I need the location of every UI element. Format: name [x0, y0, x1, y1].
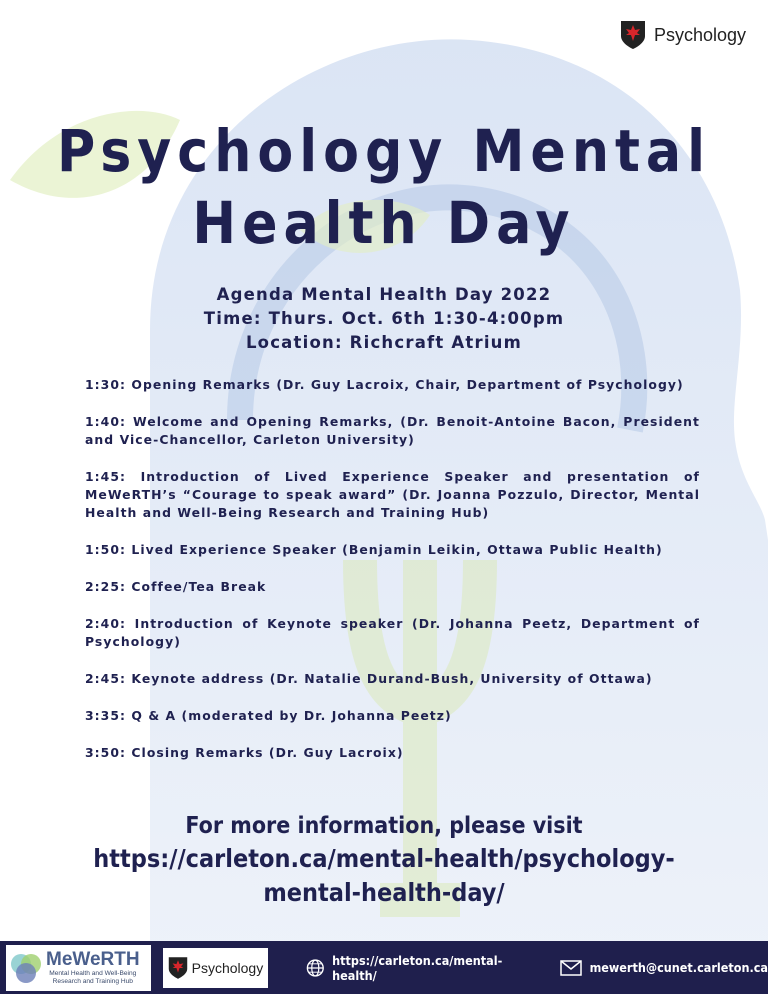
event-time: Time: Thurs. Oct. 6th 1:30-4:00pm [203, 309, 565, 328]
footer-logo-wordmark: Psychology [191, 959, 264, 976]
agenda-item: 1:50: Lived Experience Speaker (Benjamin Leikin, Ottawa Public Health) [85, 542, 663, 557]
mewerth-name: MeWeRTH [46, 948, 140, 970]
event-details [0, 283, 768, 355]
agenda-item: 2:25: Coffee/Tea Break [85, 579, 267, 594]
agenda-heading: Agenda Mental Health Day 2022 [216, 285, 552, 304]
agenda-item: 1:45: Introduction of Lived Experience Speaker and presentation of MeWeRTH’s “Courage to speak award” (Dr. Joanna Pozzulo, Director, Mental Health and Well-Being Research and Training Hub) [85, 469, 700, 520]
page-title [0, 115, 768, 259]
globe-icon [306, 958, 325, 978]
agenda-item: 2:45: Keynote address (Dr. Natalie Durand-Bush, University of Ottawa) [85, 671, 653, 686]
agenda-item: 2:40: Introduction of Keynote speaker (Dr. Johanna Peetz, Department of Psychology) [85, 616, 700, 649]
agenda-item: 3:35: Q & A (moderated by Dr. Johanna Peetz) [85, 708, 452, 723]
more-info-lead: For more information, please visit [185, 813, 583, 839]
footer-email[interactable] [560, 960, 768, 976]
mewerth-emblem-icon [6, 948, 46, 988]
psychology-logo [620, 20, 746, 50]
footer-psychology-logo [163, 948, 267, 988]
footer-bar [0, 941, 768, 994]
title-line-1: Psychology Mental [57, 117, 711, 185]
footer-website[interactable] [306, 953, 532, 983]
website-link[interactable]: https://carleton.ca/mental-health/ [332, 952, 503, 983]
more-info-link[interactable]: https://carleton.ca/mental-health/psychology-mental-health-day/ [93, 844, 675, 907]
logo-wordmark: Psychology [653, 24, 746, 45]
agenda-item: 3:50: Closing Remarks (Dr. Guy Lacroix) [85, 745, 404, 760]
envelope-icon [560, 960, 582, 976]
agenda-item: 1:30: Opening Remarks (Dr. Guy Lacroix, Chair, Department of Psychology) [85, 377, 684, 392]
title-line-2: Health Day [192, 189, 576, 257]
event-location: Location: Richcraft Atrium [245, 333, 523, 352]
email-link[interactable]: mewerth@cunet.carleton.ca [589, 960, 768, 975]
mewerth-subtitle-2: Research and Training Hub [52, 977, 133, 985]
mewerth-logo [6, 945, 151, 991]
carleton-shield-icon [620, 20, 646, 50]
agenda-item: 1:40: Welcome and Opening Remarks, (Dr. Benoit-Antoine Bacon, President and Vice-Chancellor, Carleton University) [85, 414, 700, 447]
carleton-shield-icon [168, 956, 188, 980]
mewerth-subtitle-1: Mental Health and Well-Being [49, 969, 137, 977]
more-info [0, 810, 768, 910]
agenda-list [85, 376, 700, 781]
